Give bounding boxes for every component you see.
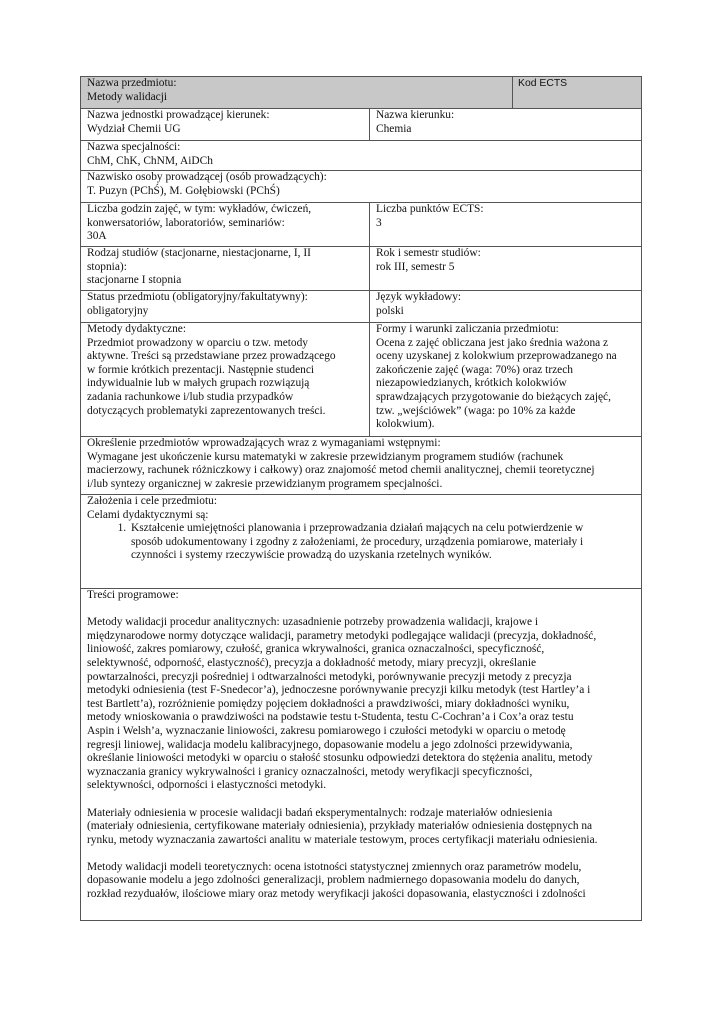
ects-points-label: Liczba punktów ECTS: xyxy=(376,203,484,215)
content-line: Metody walidacji modeli teoretycznych: ocena istotności statystycznej zmiennych oraz parametrów modelu, xyxy=(87,860,582,873)
content-line: określanie liniowości metodyki w oparciu o stałość stosunku odpowiedzi detektora do stężenia analitu, metody xyxy=(87,752,593,765)
content-line: metodyki odniesienia (test F-Snedecor’a), jednoczesne porównywanie precyzji kilku metodyk (test Hartley’a i xyxy=(87,684,591,697)
study-type-cell xyxy=(81,247,370,291)
hours-value: 30A xyxy=(87,230,107,243)
lecturers-row xyxy=(81,171,642,203)
specialization-label: Nazwa specjalności: xyxy=(87,141,181,153)
assessment-line: zakończenie zajęć (waga: 70%) oraz trzech xyxy=(376,363,573,376)
methods-row xyxy=(81,323,642,437)
teaching-methods-label: Metody dydaktyczne: xyxy=(87,323,187,335)
unit-cell xyxy=(81,109,370,141)
ects-points-value: 3 xyxy=(376,216,382,229)
prerequisites-line: macierzowy, rachunek różniczkowy i całkowy) oraz znajomość metod chemii analitycznej, chemii teoretycznej xyxy=(87,464,595,477)
program-content-label: Treści programowe: xyxy=(87,589,179,601)
year-semester-value: rok III, semestr 5 xyxy=(376,260,455,273)
ects-code-label: Kod ECTS xyxy=(518,78,568,89)
goal-line: sposób udokumentowany i zgodny z założeniami, że procedury, urządzenia pomiarowe, materiały i xyxy=(131,535,584,548)
content-row xyxy=(81,589,642,921)
content-line: test Bartlett’a), rozróżnienie pomiędzy pojęciem dokładności a prawdziwości, miary dokładności wyniku, xyxy=(87,697,570,710)
program-content-paragraph-2 xyxy=(87,807,636,848)
content-line: Metody walidacji procedur analitycznych: uzasadnienie potrzeby prowadzenia walidacji, krajowe i xyxy=(87,616,539,629)
specialization-value: ChM, ChK, ChNM, AiDCh xyxy=(87,154,213,167)
content-line: dopasowanie modelu a jego zdolności generalizacji, problem nadmiernego dopasowania modelu do danych, xyxy=(87,874,580,887)
goal-item xyxy=(129,522,636,563)
field-of-study-value: Chemia xyxy=(376,122,412,135)
unit-value: Wydział Chemii UG xyxy=(87,122,181,135)
program-content-paragraph-1 xyxy=(87,616,636,793)
status-cell xyxy=(81,291,370,323)
teaching-methods-line: aktywne. Treści są przedstawiane przez prowadzącego xyxy=(87,350,336,363)
program-content-paragraph-3 xyxy=(87,861,636,902)
content-line: międzynarodowe normy dotyczące walidacji, parametry metodyki podlegające walidacji (precyzja, dokładność, xyxy=(87,629,597,642)
year-semester-cell xyxy=(370,247,642,291)
content-line: selektywność, odporność, elastyczność), precyzja a dokładność metody, miary precyzji, określanie xyxy=(87,656,537,669)
study-type-row xyxy=(81,247,642,291)
status-row xyxy=(81,291,642,323)
specialization-row xyxy=(81,141,642,171)
prerequisites-row xyxy=(81,437,642,495)
study-type-label-line: stopnia): xyxy=(87,260,127,273)
hours-label-line: konwersatoriów, laboratoriów, seminariów: xyxy=(87,216,285,229)
assessment-line: tzw. „wejściówek” (waga: po 10% za każde xyxy=(376,404,576,417)
content-line: Materiały odniesienia w procesie walidacji badań eksperymentalnych: rodzaje materiałów odniesienia xyxy=(87,806,553,819)
content-line: (materiały odniesienia, certyfikowane materiały odniesienia), przykłady materiałów odniesienia dostępnych na xyxy=(87,820,593,833)
lecturers-cell xyxy=(81,171,642,203)
assessment-line: sprawdzających przygotowanie do bieżących zajęć, xyxy=(376,390,611,403)
goals-label: Założenia i cele przedmiotu: xyxy=(87,495,217,507)
content-line: powtarzalności, precyzji pośredniej i odtwarzalności metodyki, porównywanie precyzji metody z precyzja xyxy=(87,670,572,683)
course-name-value: Metody walidacji xyxy=(87,90,168,103)
goals-cell xyxy=(81,495,642,589)
unit-row xyxy=(81,109,642,141)
hours-label-line: Liczba godzin zajęć, w tym: wykładów, ćwiczeń, xyxy=(87,203,312,215)
lecturers-value: T. Puzyn (PChŚ), M. Gołębiowski (PChŚ) xyxy=(87,184,280,197)
teaching-methods-line: w formie krótkich prezentacji. Następnie studenci xyxy=(87,363,315,376)
hours-cell xyxy=(81,203,370,247)
content-line: metody wnioskowania o prawdziwości na podstawie testu t-Studenta, testu C-Cochran’a i Cox’a oraz testu xyxy=(87,711,574,724)
assessment-cell xyxy=(370,323,642,437)
hours-row xyxy=(81,203,642,247)
goals-list xyxy=(87,522,636,563)
content-line: rozkład rezyduałów, ilościowe miary oraz metody weryfikacji jakości dopasowania, elastyczności i zdolności xyxy=(87,888,586,901)
unit-label: Nazwa jednostki prowadzącej kierunek: xyxy=(87,109,270,121)
content-line: selektywności, odporności i elastyczności metodyki. xyxy=(87,779,327,792)
assessment-line: kolokwium). xyxy=(376,418,435,431)
syllabus-table xyxy=(80,76,642,921)
course-name-label: Nazwa przedmiotu: xyxy=(87,77,177,89)
goal-line: 1. Kształcenie umiejętności planowania i przeprowadzania działań mających na celu potwierdzenie w xyxy=(131,522,584,535)
content-line: liniowość, zakres pomiarowy, czułość, granica wkrywalności, granica oznaczalności, specyficzność, xyxy=(87,643,545,656)
teaching-methods-line: Przedmiot prowadzony w oparciu o tzw. metody xyxy=(87,336,309,349)
year-semester-label: Rok i semestr studiów: xyxy=(376,247,481,259)
teaching-methods-line: indywidualnie lub w małych grupach rozwiązują xyxy=(87,377,310,390)
course-name-cell xyxy=(81,77,513,109)
prerequisites-line: i/lub syntezy organicznej w zakresie przewidzianym programem specjalności. xyxy=(87,477,443,490)
field-of-study-label: Nazwa kierunku: xyxy=(376,109,455,121)
assessment-line: Ocena z zajęć obliczana jest jako średnia ważona z xyxy=(376,336,609,349)
language-label: Język wykładowy: xyxy=(376,291,462,303)
specialization-cell xyxy=(81,141,642,171)
ects-points-cell xyxy=(370,203,642,247)
content-line: regresji liniowej, walidacja modelu kalibracyjnego, dopasowanie modelu a jego zdolności przewidywania, xyxy=(87,738,573,751)
field-of-study-cell xyxy=(370,109,642,141)
language-value: polski xyxy=(376,304,404,317)
goal-line: czynności i systemy rzeczywiście prowadzą do uzyskania rzetelnych wyników. xyxy=(131,549,492,562)
content-line: wyznaczania granicy wykrywalności i granicy oznaczalności, metody weryfikacji specyficzności, xyxy=(87,765,533,778)
lecturers-label: Nazwisko osoby prowadzącej (osób prowadzących): xyxy=(87,171,327,183)
course-syllabus-form xyxy=(80,76,641,921)
goals-intro: Celami dydaktycznymi są: xyxy=(87,508,209,521)
prerequisites-label: Określenie przedmiotów wprowadzających wraz z wymaganiami wstępnymi: xyxy=(87,437,441,449)
status-value: obligatoryjny xyxy=(87,304,149,317)
teaching-methods-line: zadania rachunkowe i/lub studia przypadków xyxy=(87,390,294,403)
language-cell xyxy=(370,291,642,323)
assessment-line: niezapowiedzianych, krótkich kolokwiów xyxy=(376,377,567,390)
status-label: Status przedmiotu (obligatoryjny/fakultatywny): xyxy=(87,291,308,303)
ects-code-cell xyxy=(513,77,642,109)
program-content-cell xyxy=(81,589,642,921)
teaching-methods-cell xyxy=(81,323,370,437)
study-type-value: stacjonarne I stopnia xyxy=(87,274,182,287)
goals-row xyxy=(81,495,642,589)
prerequisites-line: Wymagane jest ukończenie kursu matematyki w zakresie przewidzianym programem studiów (rachunek xyxy=(87,450,564,463)
study-type-label-line: Rodzaj studiów (stacjonarne, niestacjonarne, I, II xyxy=(87,247,311,259)
header-row xyxy=(81,77,642,109)
assessment-label: Formy i warunki zaliczania przedmiotu: xyxy=(376,323,559,335)
teaching-methods-line: dotyczących problematyki zaprezentowanych treści. xyxy=(87,404,326,417)
assessment-line: oceny uzyskanej z kolokwium przeprowadzanego na xyxy=(376,350,617,363)
content-line: rynku, metody wyznaczania zawartości analitu w materiale testowym, proces certyfikacji materiału odniesienia. xyxy=(87,833,598,846)
prerequisites-cell xyxy=(81,437,642,495)
content-line: Aspin i Welsh’a, wyznaczanie liniowości, zakresu pomiarowego i czułości metodyki w oparciu o metodę xyxy=(87,724,566,737)
